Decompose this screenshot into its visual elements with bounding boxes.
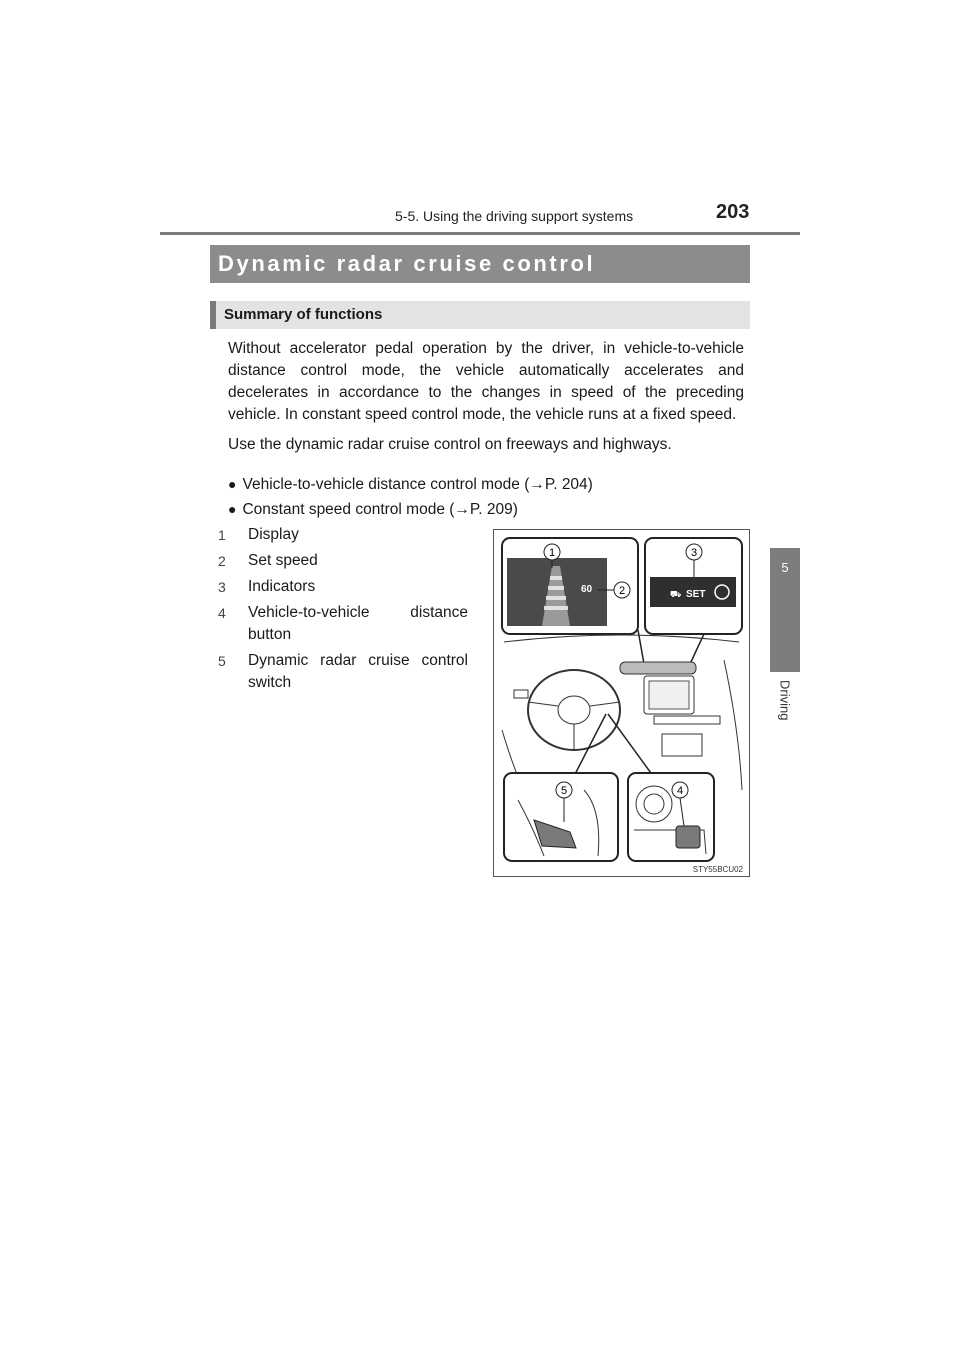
callout-item (218, 650, 468, 694)
marker-number: 4 (676, 785, 684, 797)
callout-item (218, 550, 468, 572)
chapter-tab[interactable] (770, 548, 800, 672)
callout-number: 3 (218, 579, 226, 595)
marker-number: 2 (618, 585, 626, 597)
section-heading: 5-5. Using the driving support systems (395, 208, 634, 224)
dashboard-drawing (494, 530, 749, 876)
marker-number: 3 (690, 547, 698, 559)
figure-code: STY55BCU02 (692, 865, 743, 874)
paragraph: Use the dynamic radar cruise control on freeways and highways. (228, 436, 672, 453)
paragraph: Without accelerator pedal operation by the driver, in vehicle-to-vehicle distance control mode, the vehicle automatically accelerates and decelerates in accordance to the changes in speed of the preceding vehicle. In constant speed control mode, the vehicle runs at a fixed speed. (228, 340, 744, 423)
header-divider (160, 232, 800, 235)
marker-number: 1 (548, 547, 556, 559)
set-indicator: SET (686, 589, 706, 600)
bullet-icon: ● (228, 476, 237, 492)
callout-number: 4 (218, 605, 226, 621)
distance-bar (548, 586, 564, 590)
body-text (228, 338, 744, 456)
list-item-text[interactable]: Constant speed control mode (→P. 209) (242, 501, 518, 518)
page-title: Dynamic radar cruise control (210, 245, 750, 283)
distance-button (676, 826, 700, 848)
callout-number: 1 (218, 527, 226, 543)
callout-label: Dynamic radar cruise control switch (248, 652, 468, 691)
head-up-display (620, 662, 696, 674)
list-item (228, 472, 593, 497)
callout-item (218, 602, 468, 646)
callout-number: 2 (218, 553, 226, 569)
callout-list (218, 524, 468, 698)
vents (654, 716, 720, 724)
section-subtitle: Summary of functions (210, 301, 750, 329)
distance-bar (550, 576, 562, 580)
distance-bar (544, 606, 568, 610)
chapter-label: Driving (777, 680, 793, 721)
callout-number: 5 (218, 653, 226, 669)
callout-label: Indicators (248, 578, 316, 595)
bullet-icon: ● (228, 501, 237, 517)
marker-number: 5 (560, 785, 568, 797)
page-number: 203 (716, 201, 750, 223)
list-item-text[interactable]: Vehicle-to-vehicle distance control mode (→P. 204) (242, 476, 593, 493)
distance-bar (546, 596, 566, 600)
bullet-list (228, 472, 593, 522)
list-item (228, 497, 593, 522)
center-console (662, 734, 702, 756)
callout-item (218, 524, 468, 546)
chapter-number: 5 (781, 560, 789, 575)
dashboard-illustration (493, 529, 750, 877)
callout-label: Vehicle-to-vehicle distance button (248, 604, 468, 643)
callout-item (218, 576, 468, 598)
set-speed-value: 60 (581, 584, 593, 595)
callout-label: Set speed (248, 552, 318, 569)
car-distance-icon: ⛟ (670, 589, 682, 599)
callout-label: Display (248, 526, 299, 543)
